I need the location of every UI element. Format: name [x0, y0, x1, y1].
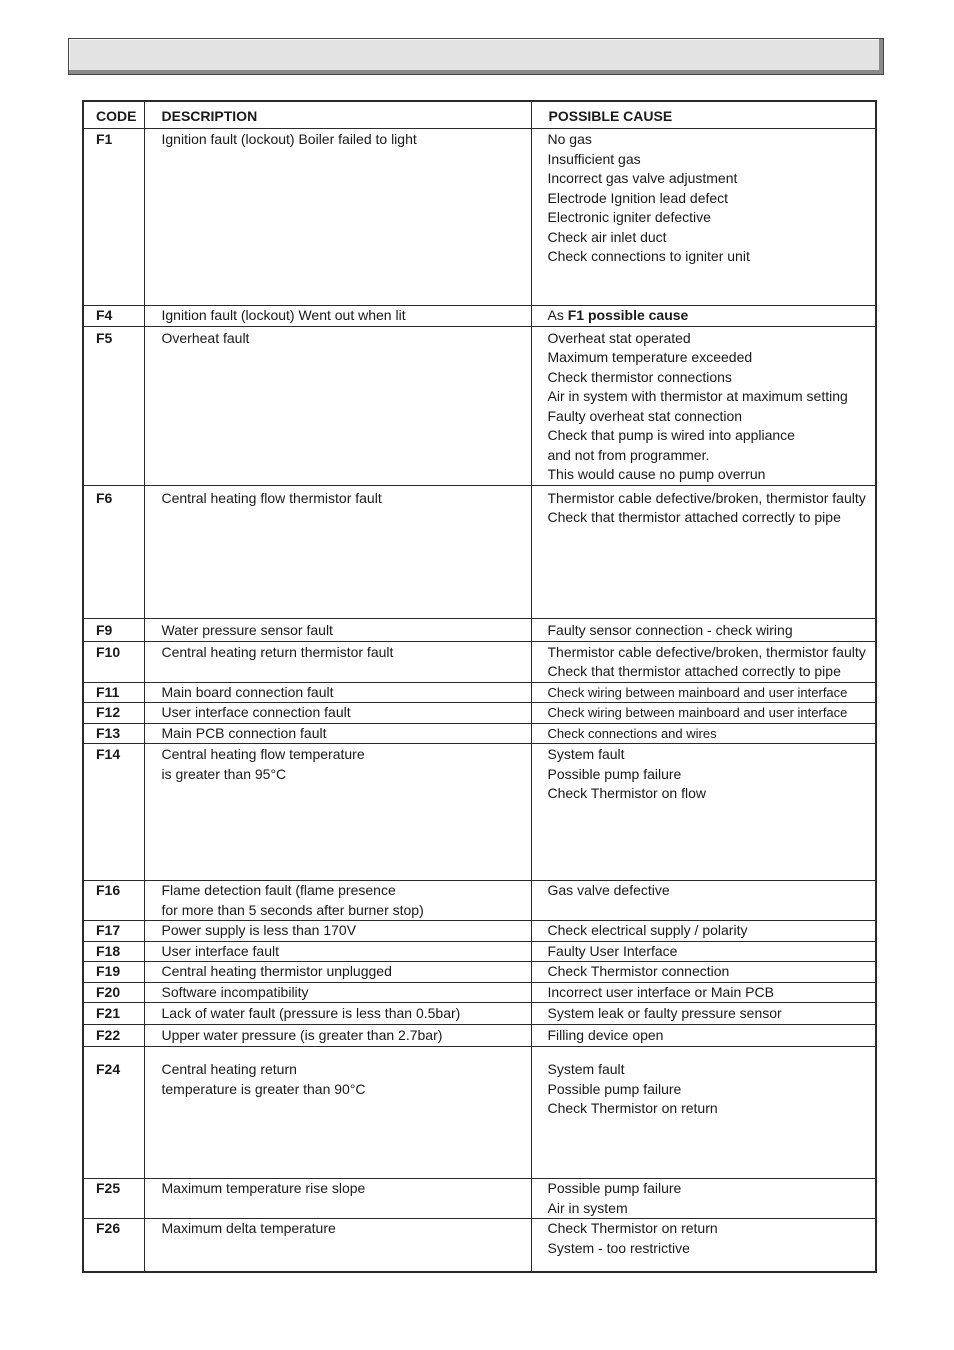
fault-description-line: for more than 5 seconds after burner stop): [161, 901, 424, 918]
possible-cause-reference: F1 possible cause: [567, 307, 689, 323]
fault-description-cell: [144, 129, 531, 306]
possible-cause-line: Maximum temperature exceeded: [547, 349, 753, 365]
possible-cause-line: Electrode Ignition lead defect: [547, 189, 729, 206]
fault-code: F9: [96, 621, 113, 638]
possible-cause-line: Gas valve defective: [547, 882, 670, 898]
possible-cause-cell: [531, 1047, 876, 1179]
fault-code: F24: [96, 1061, 121, 1077]
fault-code-cell: [83, 129, 144, 306]
table-row: [83, 703, 876, 724]
table-row: [83, 881, 876, 921]
possible-cause-line: Faulty sensor connection - check wiring: [547, 621, 793, 638]
possible-cause-cell: [531, 962, 876, 983]
title-bar: [68, 38, 884, 75]
possible-cause-cell: [531, 306, 876, 327]
fault-description-line: Ignition fault (lockout) Boiler failed to light: [161, 131, 417, 147]
possible-cause-line: and not from programmer.: [547, 446, 710, 463]
fault-description-line: Maximum delta temperature: [161, 1220, 336, 1236]
fault-code: F1: [96, 131, 113, 147]
fault-description-cell: [144, 962, 531, 983]
fault-code-cell: [83, 485, 144, 618]
fault-code: F21: [96, 1005, 121, 1021]
table-row: [83, 744, 876, 881]
fault-description-cell: [144, 1047, 531, 1179]
possible-cause-cell: [531, 723, 876, 744]
fault-code: F5: [96, 329, 113, 346]
fault-description-cell: [144, 326, 531, 485]
fault-description-line: Central heating flow temperature: [161, 746, 365, 762]
possible-cause-cell: [531, 682, 876, 703]
possible-cause-line: Electronic igniter defective: [547, 209, 711, 225]
possible-cause-cell: [531, 1219, 876, 1272]
fault-description-cell: [144, 682, 531, 703]
table-row: [83, 921, 876, 942]
table-row: [83, 129, 876, 306]
table-row: [83, 618, 876, 641]
fault-description-cell: [144, 1025, 531, 1047]
possible-cause-cell: [531, 921, 876, 942]
table-row: [83, 1219, 876, 1272]
possible-cause-line: System - too restrictive: [547, 1239, 690, 1256]
possible-cause-cell: [531, 1179, 876, 1219]
possible-cause-line: Check that thermistor attached correctly to pipe: [547, 663, 841, 679]
fault-description-cell: [144, 921, 531, 942]
fault-code-cell: [83, 1047, 144, 1179]
fault-code-cell: [83, 962, 144, 983]
fault-description-line: is greater than 95°C: [161, 765, 287, 782]
table-header-row: [83, 101, 876, 129]
table-row: [83, 1047, 876, 1179]
fault-description-cell: [144, 641, 531, 682]
possible-cause-cell: [531, 485, 876, 618]
fault-code-cell: [83, 723, 144, 744]
fault-code-cell: [83, 326, 144, 485]
fault-code: F19: [96, 963, 121, 979]
fault-code-cell: [83, 306, 144, 327]
possible-cause-line: Check electrical supply / polarity: [547, 922, 748, 938]
possible-cause-line: Faulty User Interface: [547, 942, 678, 959]
possible-cause-line: [548, 306, 872, 326]
possible-cause-line: Check Thermistor on return: [547, 1220, 718, 1236]
possible-cause-line: Air in system with thermistor at maximum setting: [547, 388, 848, 404]
fault-code-cell: [83, 703, 144, 724]
fault-description-cell: [144, 744, 531, 881]
possible-cause-line: Insufficient gas: [547, 150, 641, 167]
possible-cause-cell: [531, 881, 876, 921]
fault-description-line: User interface fault: [161, 942, 279, 959]
table-row: [83, 1179, 876, 1219]
possible-cause-line: Check connections to igniter unit: [547, 248, 750, 264]
possible-cause-line: System fault: [547, 746, 625, 762]
table-row: [83, 723, 876, 744]
fault-description-cell: [144, 982, 531, 1003]
possible-cause-line: Check that pump is wired into appliance: [547, 427, 795, 443]
fault-description-line: Maximum temperature rise slope: [161, 1180, 366, 1196]
fault-code-cell: [83, 881, 144, 921]
fault-description-line: Water pressure sensor fault: [161, 621, 333, 638]
fault-code: F14: [96, 746, 121, 762]
fault-description-cell: [144, 1179, 531, 1219]
fault-code: F10: [96, 643, 121, 660]
possible-cause-cell: [531, 941, 876, 962]
fault-code: F18: [96, 942, 121, 959]
column-header-cause: POSSIBLE CAUSE: [531, 101, 876, 129]
table-row: [83, 962, 876, 983]
possible-cause-line: Check Thermistor connection: [547, 963, 730, 979]
possible-cause-cell: [531, 618, 876, 641]
fault-description-line: Power supply is less than 170V: [161, 922, 357, 938]
possible-cause-line: Check connections and wires: [547, 725, 717, 741]
fault-description-cell: [144, 618, 531, 641]
fault-description-line: Flame detection fault (flame presence: [161, 882, 396, 898]
fault-description-cell: [144, 723, 531, 744]
fault-code-cell: [83, 921, 144, 942]
possible-cause-line: Overheat stat operated: [547, 329, 691, 346]
table-row: [83, 941, 876, 962]
fault-description-line: Ignition fault (lockout) Went out when lit: [161, 307, 406, 323]
fault-code: F25: [96, 1180, 121, 1196]
fault-description-cell: [144, 1219, 531, 1272]
column-header-code: CODE: [83, 101, 144, 129]
possible-cause-line: Incorrect user interface or Main PCB: [547, 983, 774, 1000]
fault-code-cell: [83, 641, 144, 682]
table-row: [83, 982, 876, 1003]
fault-description-line: Central heating flow thermistor fault: [161, 489, 382, 506]
possible-cause-line: Faulty overheat stat connection: [547, 407, 743, 424]
table-row: [83, 1025, 876, 1047]
possible-cause-line: Check that thermistor attached correctly to pipe: [547, 509, 841, 525]
possible-cause-line: Check wiring between mainboard and user interface: [547, 684, 848, 700]
fault-code: F12: [96, 704, 121, 720]
possible-cause-prefix: As: [547, 307, 568, 323]
fault-code: F17: [96, 922, 121, 938]
fault-description-line: Software incompatibility: [161, 983, 309, 1000]
possible-cause-line: Check wiring between mainboard and user interface: [547, 705, 848, 720]
possible-cause-cell: [531, 703, 876, 724]
possible-cause-line: Check air inlet duct: [547, 228, 667, 245]
fault-description-line: Upper water pressure (is greater than 2.7bar): [161, 1027, 443, 1043]
possible-cause-cell: [531, 641, 876, 682]
fault-description-cell: [144, 703, 531, 724]
possible-cause-line: No gas: [547, 131, 592, 147]
possible-cause-line: Thermistor cable defective/broken, thermistor faulty: [547, 643, 866, 660]
fault-code-cell: [83, 682, 144, 703]
possible-cause-line: Possible pump failure: [547, 1080, 682, 1097]
fault-description-cell: [144, 941, 531, 962]
possible-cause-cell: [531, 744, 876, 881]
fault-description-line: Central heating thermistor unplugged: [161, 963, 392, 979]
fault-code-cell: [83, 744, 144, 881]
fault-code: F6: [96, 489, 113, 506]
fault-code-table: [82, 100, 877, 1273]
table-row: [83, 306, 876, 327]
table-row: [83, 485, 876, 618]
fault-code: F26: [96, 1220, 121, 1236]
possible-cause-line: Check Thermistor on flow: [547, 785, 706, 801]
possible-cause-cell: [531, 1003, 876, 1025]
fault-description-cell: [144, 1003, 531, 1025]
possible-cause-cell: [531, 326, 876, 485]
fault-code: F20: [96, 983, 121, 1000]
fault-code: F13: [96, 724, 121, 741]
possible-cause-line: Check thermistor connections: [547, 368, 732, 385]
fault-description-line: temperature is greater than 90°C: [161, 1080, 366, 1097]
fault-code: F11: [96, 683, 120, 700]
fault-description-line: Main PCB connection fault: [161, 724, 327, 741]
possible-cause-cell: [531, 982, 876, 1003]
fault-description-line: Overheat fault: [161, 329, 250, 346]
fault-code-cell: [83, 941, 144, 962]
fault-description-cell: [144, 306, 531, 327]
possible-cause-line: Check Thermistor on return: [547, 1100, 718, 1116]
fault-code-cell: [83, 982, 144, 1003]
fault-description-line: Main board connection fault: [161, 683, 334, 700]
possible-cause-cell: [531, 1025, 876, 1047]
fault-code: F4: [96, 307, 113, 323]
fault-description-cell: [144, 485, 531, 618]
possible-cause-line: This would cause no pump overrun: [547, 466, 766, 482]
column-header-description: DESCRIPTION: [144, 101, 531, 129]
possible-cause-line: Air in system: [547, 1199, 628, 1216]
possible-cause-line: System leak or faulty pressure sensor: [547, 1005, 782, 1021]
fault-code: F22: [96, 1027, 121, 1043]
fault-code-cell: [83, 618, 144, 641]
possible-cause-cell: [531, 129, 876, 306]
possible-cause-line: Thermistor cable defective/broken, thermistor faulty: [547, 489, 866, 506]
table-row: [83, 682, 876, 703]
fault-code: F16: [96, 882, 121, 898]
fault-code-cell: [83, 1003, 144, 1025]
table-row: [83, 641, 876, 682]
fault-description-line: Lack of water fault (pressure is less than 0.5bar): [161, 1005, 461, 1021]
possible-cause-line: Filling device open: [547, 1027, 664, 1043]
table-row: [83, 326, 876, 485]
fault-description-line: User interface connection fault: [161, 704, 351, 720]
possible-cause-line: Possible pump failure: [547, 1180, 682, 1196]
fault-description-cell: [144, 881, 531, 921]
possible-cause-line: System fault: [547, 1061, 625, 1077]
fault-code-cell: [83, 1219, 144, 1272]
fault-code-cell: [83, 1025, 144, 1047]
possible-cause-line: Incorrect gas valve adjustment: [547, 170, 738, 186]
fault-description-line: Central heating return thermistor fault: [161, 643, 394, 660]
possible-cause-line: Possible pump failure: [547, 765, 682, 782]
fault-description-line: Central heating return: [161, 1061, 297, 1077]
fault-code-cell: [83, 1179, 144, 1219]
table-row: [83, 1003, 876, 1025]
